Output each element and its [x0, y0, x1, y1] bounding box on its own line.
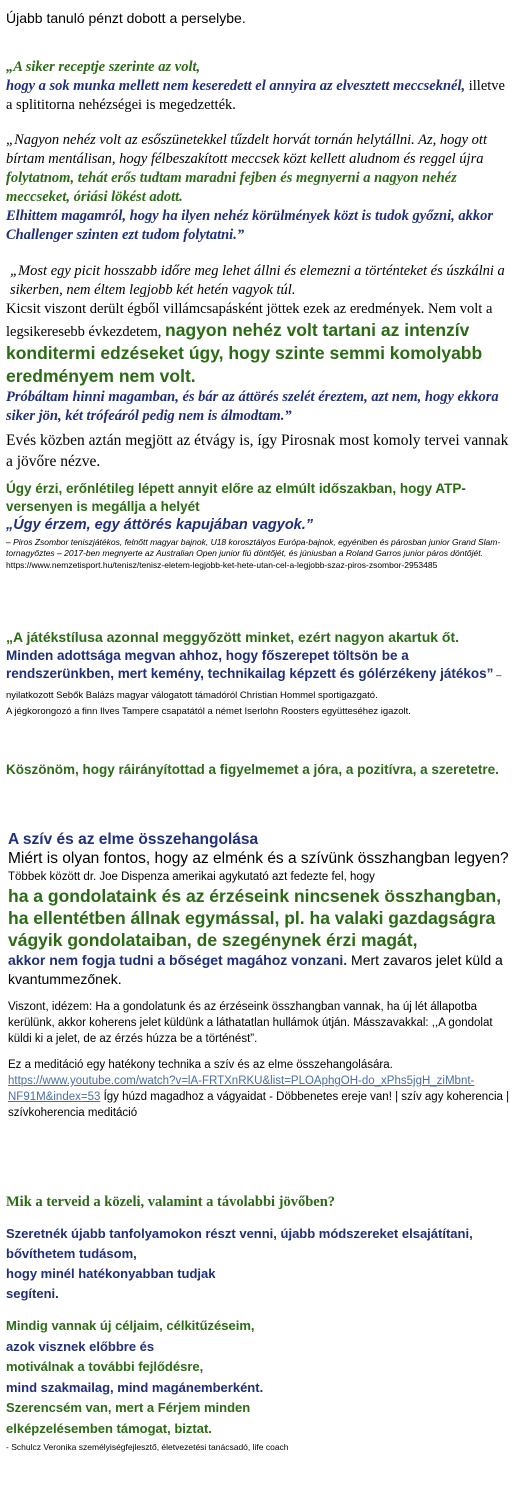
piros-lead: Úgy érzi, erőnlétileg lépett annyit előre az elmúlt időszakban, hogy ATP-versenyen is megállja a helyét: [6, 481, 466, 514]
piros-section: [6, 480, 511, 571]
section-subtitle: Miért is olyan fontos, hogy az elménk és a szívünk összhangban legyen?: [8, 850, 509, 867]
intro-line: Újabb tanuló pénzt dobott a perselybe.: [6, 10, 246, 26]
quote-emphasis: nagyon nehéz volt tartani az intenzív konditermi edzéseket úgy, hogy szinte semmi komolyabb eredményem nem volt.: [6, 320, 483, 386]
piros-bio: – Piros Zsombor teniszjátékos, felnőtt magyar bajnok, U18 korosztályos Európa-bajnok, egyéniben és párosban junior Grand Slam-tornagyőztes – 2017-ben megnyerte az Australian Open junior fiú döntőjét, és júniusban a Roland Garros junior páros döntőjét.: [6, 537, 501, 558]
quote-lead: „A siker receptje szerinte az volt,: [6, 59, 201, 75]
thanks-section: Köszönöm, hogy ráirányítottad a figyelmemet a jóra, a pozitívra, a szeretetre.: [6, 762, 499, 777]
quote-para-plain: Kicsit viszont derült égből villámcsapásként jöttek ezek az eredmények. Nem volt a legsikeresebb évkezdetem,: [6, 301, 493, 340]
dispenza-reason: Mert zavaros jelet küld a kvantummezőnek.: [8, 952, 503, 987]
signature-line: - Schulcz Veronika személyiségfejlesztő, életvezetési tanácsadó, life coach: [6, 1442, 289, 1452]
quote-para: „Most egy picit hosszabb időre meg lehet állni és elemezni a történteket és úszkálni a sikerben, nem éltem legjobb két hetén vagyok túl.: [10, 263, 505, 298]
answer-block-1: Szeretnék újabb tanfolyamokon részt venni, újabb módszereket elsajátítani, bővíthetem tudásom, hogy minél hatékonyabban tudjak segíteni.: [6, 1226, 473, 1301]
section-title: A szív és az elme összehangolása: [8, 831, 259, 848]
youtube-link[interactable]: https://www.youtube.com/watch?v=lA-FRTXnRKU&list=PLOAphgOH-do_xPhs5jgH_ziMbnt-NF91M&index=53: [8, 1075, 475, 1103]
hockey-section: [6, 628, 511, 718]
quote-conclusion: Elhittem magamról, hogy ha ilyen nehéz körülmények közt is tudok győzni, akkor Challenger szinten ezt tudom folytatni.”: [6, 208, 494, 243]
quote-coherence: Viszont, idézem: Ha a gondolatunk és az érzéseink összhangban vannak, ha új lét állapotba kerülünk, akkor koherens jelet küldünk a láthatatlan hullámok útján. Másszavakkal: ,,A gondolat küldi ki a jelet, de az érzés húzza be a történést”.: [8, 1001, 493, 1045]
quote-body: „Nagyon nehéz volt az esőszünetekkel tűzdelt horvát tornán helytállni. Az, hogy ott bírtam mentálisan, hogy félbeszakított meccsek közt kellett aludnom és reggel újra: [6, 132, 487, 167]
quote-main: hogy a sok munka mellett nem keseredett el annyira az elvesztett meccseknél,: [6, 78, 466, 94]
quote-highlight: folytatnom, tehát erős tudtam maradni fejben és megnyerni a nagyon nehéz meccseket, óriási lökést adott.: [6, 170, 457, 205]
video-title: Így húzd magadhoz a vágyaidat - Döbbenetes ereje van! | szív agy koherencia | szívkoherencia meditáció: [8, 1091, 510, 1119]
quote-section-2: [6, 262, 511, 426]
interview-question: Mik a terveid a közeli, valamint a távolabbi jövőben?: [6, 1194, 336, 1210]
quote-closing: Próbáltam hinni magamban, és bár az áttörés szelét éreztem, azt nem, hogy ekkora siker jön, két trófeáról pedig nem is álmodtam.”: [6, 389, 499, 424]
interview-section: [6, 1193, 511, 1453]
dispenza-claim: ha a gondolataink és az érzéseink nincsenek összhangban, ha ellentétben állnak egymással, pl. ha valaki gazdagságra vágyik gondolataiban, de szegénynek érzi magát,: [8, 886, 502, 950]
piros-quote: „Úgy érzem, egy áttörés kapujában vagyok.”: [6, 517, 314, 533]
transition-para: Evés közben aztán megjött az étvágy is, így Pirosnak most komoly tervei vannak a jövőre nézve.: [6, 432, 509, 470]
answer-block-2: Mindig vannak új céljaim, célkitűzéseim, azok visznek előbbre és motiválnak a további fejlődésre, mind szakmailag, mind magánemberként. Szerencsém van, mert a Férjem minden elképzelésemben támogat, biztat.: [6, 1318, 264, 1436]
hockey-transfer: A jégkorongozó a finn Ilves Tampere csapatától a német Iserlohn Roosters együtteséhez igazolt.: [6, 706, 411, 717]
quote-tail: illetve a splititorna nehézségei is megedzették.: [6, 78, 505, 113]
heart-mind-section: [8, 830, 511, 1121]
dispenza-intro: Többek között dr. Joe Dispenza amerikai agykutató azt fedezte fel, hogy: [8, 871, 375, 883]
dispenza-conclusion: akkor nem fogja tudni a bőséget magához vonzani.: [8, 952, 348, 968]
quote-section-1: [6, 58, 511, 245]
hockey-quote: Minden adottsága megvan ahhoz, hogy főszerepet töltsön be a rendszerünkben, mert kemény, technikailag képzett és gólérzékeny játékos”: [6, 648, 494, 681]
hockey-lead: „A játékstílusa azonnal meggyőzött minket, ezért nagyon akartuk őt.: [6, 629, 460, 645]
hockey-attribution: – nyilatkozott Sebők Balázs magyar válogatott támadóról Christian Hommel sportigazgató.: [6, 670, 502, 701]
source-url[interactable]: https://www.nemzetisport.hu/tenisz/tenisz-eletem-legjobb-ket-hete-utan-cel-a-legjobb-szaz-piros-zsombor-2953485: [6, 560, 438, 570]
meditation-intro: Ez a meditáció egy hatékony technika a szív és az elme összehangolására.: [8, 1059, 393, 1071]
